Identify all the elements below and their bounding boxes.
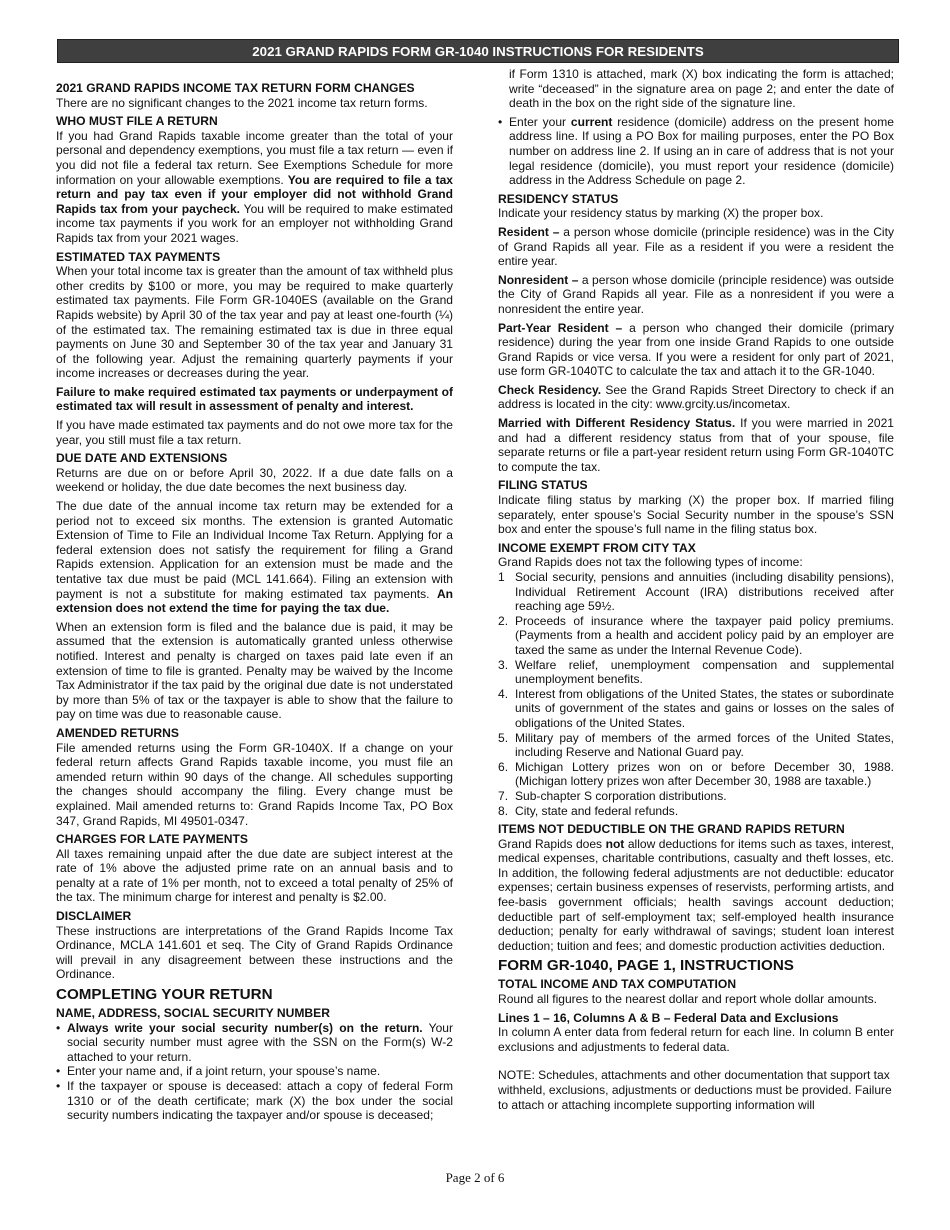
item-text: Interest from obligations of the United States, the states or subordinate units of government of the states and gains or losses on the sales of obligations of the United States.: [515, 686, 894, 730]
item-text: Welfare relief, unemployment compensation and supplemental unemployment benefits.: [515, 657, 894, 687]
paragraph: NOTE: Schedules, attachments and other documentation that support tax withheld, exclusions, adjustments or deductions must be provided. Failure to attach or attaching incomplete supporting information will: [498, 1068, 892, 1112]
section-due-date: [56, 451, 453, 722]
paragraph: Returns are due on or before April 30, 2022. If a due date falls on a weekend or holiday, the due date becomes the next business day.: [56, 465, 453, 495]
item-text: Military pay of members of the armed forces of the United States, including Reserve and National Guard pay.: [515, 730, 894, 760]
list-item: [498, 658, 894, 687]
section-heading: CHARGES FOR LATE PAYMENTS: [56, 832, 248, 847]
bold-text: current: [570, 114, 613, 129]
list-item: • If the taxpayer or spouse is deceased: attach a copy of federal Form 1310 or of the death certificate; mark (X) the box under the social security numbers indicating the taxpayer and/or spouse is deceased;: [56, 1079, 453, 1123]
item-number: 5.: [498, 730, 509, 745]
paragraph: File amended returns using the Form GR-1040X. If a change on your federal return affects Grand Rapids taxable income, you must file an amended return within 90 days of the change. All schedules supporting the changes should accompany the filing. Every change must be explained. Mail amended returns to: Grand Rapids Income Tax, PO Box 347, Grand Rapids, MI 49501-0347.: [56, 740, 453, 828]
text: residence (domicile) address on the present home address line. If using a PO Box for mailing purposes, enter the PO Box number on address line 2. If using an in care of address that is not your legal residence (domicile), you must report your residence (domicile) address in the Address Schedule on page 2.: [509, 114, 894, 188]
paragraph: [498, 383, 894, 412]
section-heading: ITEMS NOT DEDUCTIBLE ON THE GRAND RAPIDS RETURN: [498, 822, 845, 837]
list-item: [498, 760, 894, 789]
bold-text: not: [605, 836, 625, 851]
bold-text: Married with Different Residency Status.: [498, 416, 736, 431]
item-number: 3.: [498, 657, 509, 672]
item-number: 4.: [498, 686, 509, 701]
list-item: [56, 1021, 453, 1065]
right-column: [498, 67, 894, 1116]
section-estimated-tax: [56, 250, 453, 448]
text: a person who changed their domicile (primary residence) during the year from one inside Grand Rapids to one outside Grand Rapids or vice versa. If you were a resident for only part of 2021, use form GR-1040TC to calculate the tax and attach it to the GR-1040.: [498, 320, 894, 379]
left-column: [56, 81, 453, 1127]
section-heading: WHO MUST FILE A RETURN: [56, 114, 218, 129]
paragraph: Grand Rapids does not tax the following types of income:: [498, 555, 803, 570]
list-item: [498, 789, 894, 804]
item-text: Social security, pensions and annuities (including disability pensions), Individual Retirement Account (IRA) distributions received after reaching age 59½.: [515, 570, 894, 614]
section-income-exempt: [498, 541, 894, 818]
paragraph: In column A enter data from federal return for each line. In column B enter exclusions and adjustments to federal data.: [498, 1025, 894, 1054]
paragraph: [498, 416, 894, 474]
section-heading: AMENDED RETURNS: [56, 725, 179, 740]
bold-text: Always write your social security number(s) on the return.: [67, 1020, 423, 1035]
item-text: City, state and federal refunds.: [515, 803, 679, 818]
text: Your social security number must agree with the SSN on the Form(s) W-2 attached to your return.: [67, 1020, 453, 1064]
list-item: [498, 687, 894, 731]
item-text: Michigan Lottery prizes won on or before December 30, 1988. (Michigan lottery prizes won after December 30, 1988 are taxable.): [515, 759, 894, 789]
bold-text: Check Residency.: [498, 382, 602, 397]
paragraph: When an extension form is filed and the balance due is paid, it may be assumed that the extension is automatically granted unless otherwise notified. Interest and penalty is charged on taxes paid late even if an extension of time to file is granted. Penalty may be waived by the Income Tax Administrator if the tax paid by the original due date is not understated by more than 5% of tax or the taxpayer is able to show that the failure to pay on time was due to reasonable cause.: [56, 619, 453, 722]
section-late-payments: [56, 832, 453, 905]
text: You will be required to make estimated income tax payments if you work for an employer not withholding Grand Rapids tax from your 2021 wages.: [56, 201, 453, 245]
list-item: • Enter your name and, if a joint return, your spouse’s name.: [56, 1064, 453, 1079]
section-heading: TOTAL INCOME AND TAX COMPUTATION: [498, 977, 737, 992]
section-disclaimer: [56, 909, 453, 982]
paragraph: [498, 321, 894, 379]
bold-text: Resident –: [498, 224, 560, 239]
bold-text: Part-Year Resident –: [498, 320, 623, 335]
text: a person whose domicile (principle residence) was in the City of Grand Rapids all year. File as a resident if you were a resident the entire year.: [498, 224, 894, 269]
item-number: 6.: [498, 759, 509, 774]
item-number: 2.: [498, 613, 509, 628]
section-heading: NAME, ADDRESS, SOCIAL SECURITY NUMBER: [56, 1006, 330, 1021]
paragraph: [56, 385, 453, 414]
major-heading: FORM GR-1040, PAGE 1, INSTRUCTIONS: [498, 957, 794, 975]
section-heading: Lines 1 – 16, Columns A & B – Federal Data and Exclusions: [498, 1010, 839, 1025]
paragraph: [498, 837, 894, 954]
section-heading: RESIDENCY STATUS: [498, 191, 619, 206]
paragraph-continued: if Form 1310 is attached, mark (X) box indicating the form is attached; write “deceased” in the signature area on page 2; and enter the date of death in the box on the right side of the signature line.: [509, 67, 894, 111]
bullet-list: [498, 115, 894, 188]
item-number: 8.: [498, 803, 509, 818]
paragraph: Round all figures to the nearest dollar and report whole dollar amounts.: [498, 992, 878, 1007]
page-number: Page 2 of 6: [445, 1170, 505, 1185]
item-number: 7.: [498, 788, 509, 803]
text: Grand Rapids does: [498, 836, 603, 851]
page-header-banner: 2021 GRAND RAPIDS FORM GR-1040 INSTRUCTIONS FOR RESIDENTS: [57, 39, 899, 63]
list-item: [498, 115, 894, 188]
section-heading: ESTIMATED TAX PAYMENTS: [56, 249, 221, 264]
item-text: Proceeds of insurance where the taxpayer paid policy premiums. (Payments from a health and accident policy paid by an employer are taxed the same as under the Internal Revenue Code).: [515, 613, 894, 657]
paragraph: [56, 129, 453, 246]
item-number: 1: [498, 570, 505, 584]
major-heading: COMPLETING YOUR RETURN: [56, 986, 273, 1004]
bold-text: An extension does not extend the time for paying the tax due.: [56, 586, 453, 616]
paragraph: These instructions are interpretations of the Grand Rapids Income Tax Ordinance, MCLA 141.601 et seq. The City of Grand Rapids Ordinance will prevail in any disagreement between these instructions and the Ordinance.: [56, 923, 453, 982]
section-form-changes: [56, 81, 453, 110]
spacer: [498, 1058, 894, 1068]
numbered-list: [498, 570, 894, 818]
list-item: [498, 570, 894, 614]
bold-text: You are required to file a tax return and pay tax even if your employer did not withhold Grand Rapids tax from your paycheck.: [56, 172, 453, 216]
section-who-must-file: [56, 114, 453, 245]
section-not-deductible: [498, 822, 894, 953]
text: a person whose domicile (principle residence) was outside the City of Grand Rapids all year. File as a nonresident if you were a nonresident the entire year.: [498, 272, 894, 316]
section-heading: INCOME EXEMPT FROM CITY TAX: [498, 540, 696, 555]
section-filing-status: [498, 478, 894, 536]
list-item: [498, 731, 894, 760]
paragraph: If you have made estimated tax payments and do not owe more tax for the year, you still must file a tax return.: [56, 418, 453, 447]
section-residency-status: [498, 192, 894, 475]
item-text: Sub-chapter S corporation distributions.: [515, 788, 727, 803]
text: The due date of the annual income tax return may be extended for a period not to exceed six months. The extension is granted Automatic Extension of Time to File an Individual Income Tax Return. Applying for a federal extension does not satisfy the requirement for filing a Grand Rapids extension. Application for an extension must be made and the tentative tax due must be paid (MCL 141.664). Filing an extension with payment is not a substitute for making estimated tax payments.: [56, 499, 453, 601]
text: Enter your: [509, 114, 567, 129]
text: If you were married in 2021 and had a different residency status from that of your spouse, file separate returns or file a part-year resident return using Form GR-1040TC to compute the tax.: [498, 416, 894, 474]
paragraph: [498, 273, 894, 317]
paragraph: When your total income tax is greater than the amount of tax withheld plus other credits by $100 or more, you may be required to make quarterly estimated tax payments. File Form GR-1040ES (available on the Grand Rapids website) by April 30 of the tax year and pay at least one-fourth (¼) of the estimated tax. The remaining estimated tax is due in three equal payments on June 30 and September 30 of the tax year and January 31 of the following year. Adjust the remaining quarterly payments if your income increases or decreases during the year.: [56, 264, 453, 381]
section-heading: DISCLAIMER: [56, 909, 132, 924]
text: allow deductions for items such as taxes, interest, medical expenses, charitable contributions, casualty and theft losses, etc. In addition, the following federal adjustments are not deductible: educator expenses; certain business expenses of reservists, performing artists, and fee-basis government officials; health savings account deduction; deductible part of self-employment tax; self-employed health insurance deduction; penalty for early withdrawal of savings; student loan interest deduction; tuition and fees; and domestic production activities deduction.: [498, 836, 894, 953]
text: See the Grand Rapids Street Directory to check if an address is located in the city: www.grcity.us/incometax.: [498, 382, 894, 412]
paragraph: [498, 225, 894, 269]
section-heading: 2021 GRAND RAPIDS INCOME TAX RETURN FORM CHANGES: [56, 81, 415, 95]
paragraph: There are no significant changes to the 2021 income tax return forms.: [56, 95, 428, 110]
list-item: [498, 614, 894, 658]
section-heading: FILING STATUS: [498, 478, 588, 493]
paragraph: [56, 499, 453, 616]
text: If you had Grand Rapids taxable income greater than the total of your personal and dependency exemptions, you must file a tax return — even if you did not file a federal tax return. See Exemptions Schedule for more information on your allowable exemptions.: [56, 128, 453, 187]
section-amended-returns: [56, 726, 453, 828]
paragraph: Indicate your residency status by marking (X) the proper box.: [498, 206, 824, 221]
paragraph: Indicate filing status by marking (X) the proper box. If married filing separately, enter spouse’s Social Security number in the spouse’s SSN box and enter the spouse’s full name in the filing status box.: [498, 493, 894, 537]
section-heading: DUE DATE AND EXTENSIONS: [56, 451, 228, 466]
bullet-list: [56, 1021, 453, 1123]
bold-text: Failure to make required estimated tax payments or underpayment of estimated tax will result in assessment of penalty and interest.: [56, 384, 453, 414]
paragraph: All taxes remaining unpaid after the due date are subject interest at the rate of 1% above the adjusted prime rate on an annual basis and to penalty at a rate of 1% per month, not to exceed a total penalty of 25% of the tax. The minimum charge for interest and penalty is $2.00.: [56, 846, 453, 905]
bold-text: Nonresident –: [498, 272, 579, 287]
list-item: [498, 804, 894, 819]
